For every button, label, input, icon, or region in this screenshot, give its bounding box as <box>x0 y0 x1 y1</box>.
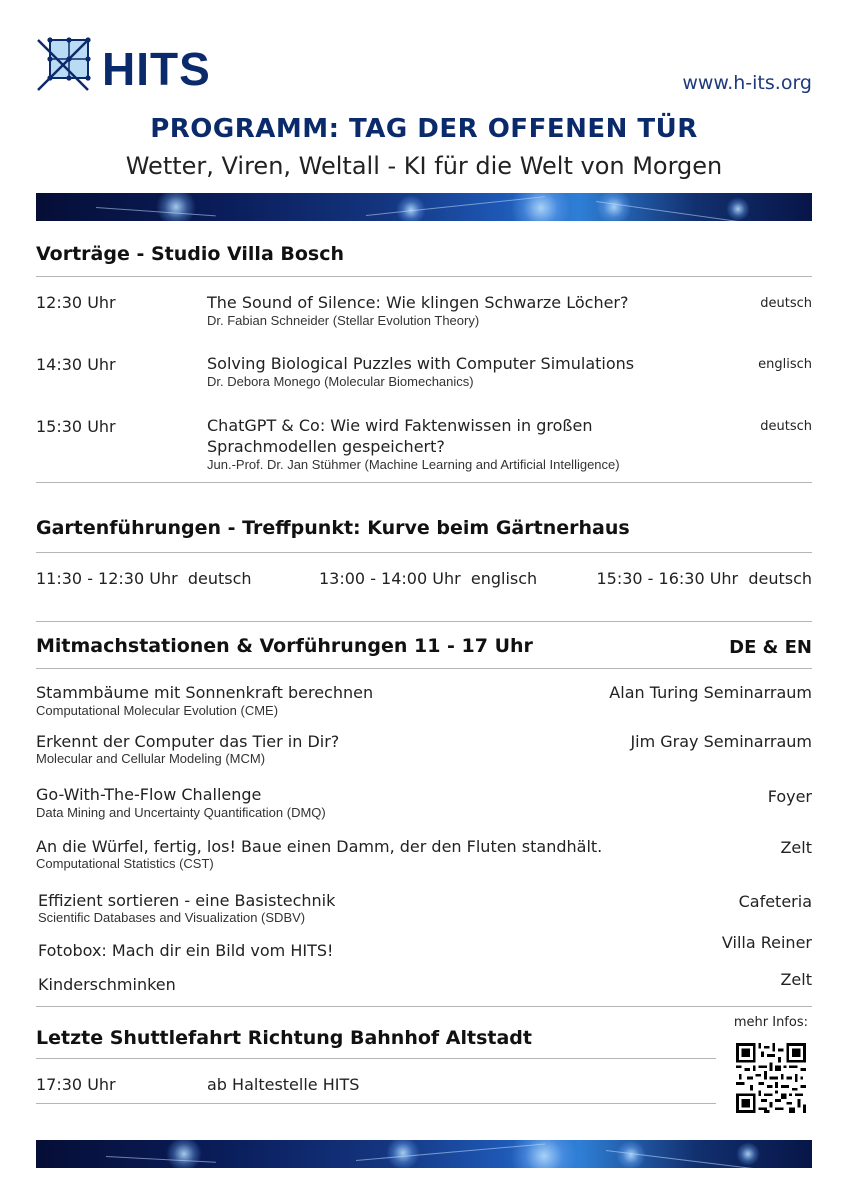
talk-time: 15:30 Uhr <box>36 417 116 436</box>
station-room: Alan Turing Seminarraum <box>609 683 812 702</box>
station-group: Scientific Databases and Visualization (SDBV) <box>38 910 306 925</box>
shuttle-stop: ab Haltestelle HITS <box>207 1075 360 1094</box>
station-room: Cafeteria <box>738 892 812 911</box>
talks-heading: Vorträge - Studio Villa Bosch <box>36 243 345 265</box>
tour-slot <box>596 569 812 588</box>
talk-speaker: Dr. Debora Monego (Molecular Biomechanics) <box>207 374 474 389</box>
divider <box>36 668 812 669</box>
garden-tours-heading: Gartenführungen - Treffpunkt: Kurve beim Gärtnerhaus <box>36 517 630 539</box>
divider <box>36 1058 716 1059</box>
tour-time: 11:30 - 12:30 Uhr <box>36 569 178 588</box>
station-group: Molecular and Cellular Modeling (MCM) <box>36 751 266 766</box>
shuttle-heading: Letzte Shuttlefahrt Richtung Bahnhof Altstadt <box>36 1027 532 1049</box>
logo-text: HITS <box>102 43 211 95</box>
divider <box>36 276 812 277</box>
stations-heading: Mitmachstationen & Vorführungen 11 - 17 Uhr <box>36 635 533 657</box>
divider <box>36 621 812 622</box>
station-room: Jim Gray Seminarraum <box>630 732 812 751</box>
divider <box>36 1006 812 1007</box>
page-title: PROGRAMM: TAG DER OFFENEN TÜR <box>150 114 698 144</box>
tour-slot <box>319 569 537 588</box>
talk-time: 14:30 Uhr <box>36 355 116 374</box>
station-group: Computational Molecular Evolution (CME) <box>36 703 279 718</box>
station-title: Fotobox: Mach dir ein Bild vom HITS! <box>38 941 334 960</box>
station-title: An die Würfel, fertig, los! Baue einen Damm, der den Fluten standhält. <box>36 837 603 856</box>
station-title: Kinderschminken <box>38 975 176 994</box>
divider <box>36 482 812 483</box>
divider <box>36 1103 716 1104</box>
station-room: Foyer <box>767 787 812 806</box>
station-title: Go-With-The-Flow Challenge <box>36 785 262 804</box>
station-group: Computational Statistics (CST) <box>36 856 214 871</box>
talk-title-line1: ChatGPT & Co: Wie wird Faktenwissen in großen <box>207 416 593 435</box>
more-info-label: mehr Infos: <box>733 1015 808 1030</box>
talk-title-line2: Sprachmodellen gespeichert? <box>207 437 445 456</box>
shuttle-time: 17:30 Uhr <box>36 1075 116 1094</box>
stations-language-badge: DE & EN <box>729 637 812 658</box>
talk-speaker: Jun.-Prof. Dr. Jan Stühmer (Machine Learning and Artificial Intelligence) <box>207 457 620 472</box>
station-room: Villa Reiner <box>721 933 812 952</box>
hits-logo-mark-icon <box>36 36 92 92</box>
decorative-banner-bottom <box>36 1140 812 1168</box>
website-url[interactable]: www.h-its.org <box>682 72 812 94</box>
talk-language: deutsch <box>760 296 812 311</box>
divider <box>36 552 812 553</box>
qr-code-icon[interactable] <box>736 1043 806 1113</box>
page-subtitle: Wetter, Viren, Weltall - KI für die Welt von Morgen <box>125 152 723 180</box>
station-title: Erkennt der Computer das Tier in Dir? <box>36 732 340 751</box>
talk-time: 12:30 Uhr <box>36 293 116 312</box>
station-title: Effizient sortieren - eine Basistechnik <box>38 891 336 910</box>
tour-time: 13:00 - 14:00 Uhr <box>319 569 461 588</box>
station-group: Data Mining and Uncertainty Quantification (DMQ) <box>36 805 326 820</box>
station-room: Zelt <box>780 838 812 857</box>
tour-language: englisch <box>470 569 538 588</box>
station-room: Zelt <box>780 970 812 989</box>
tour-slot <box>36 569 252 588</box>
decorative-banner-top <box>36 193 812 221</box>
talk-speaker: Dr. Fabian Schneider (Stellar Evolution Theory) <box>207 313 480 328</box>
talk-title: Solving Biological Puzzles with Computer Simulations <box>207 354 635 373</box>
talk-language: deutsch <box>760 419 812 434</box>
talk-title: The Sound of Silence: Wie klingen Schwarze Löcher? <box>207 293 629 312</box>
tour-language: deutsch <box>748 569 812 588</box>
tour-language: deutsch <box>187 569 252 588</box>
talk-language: englisch <box>758 357 812 372</box>
station-title: Stammbäume mit Sonnenkraft berechnen <box>36 683 374 702</box>
tour-time: 15:30 - 16:30 Uhr <box>596 569 739 588</box>
